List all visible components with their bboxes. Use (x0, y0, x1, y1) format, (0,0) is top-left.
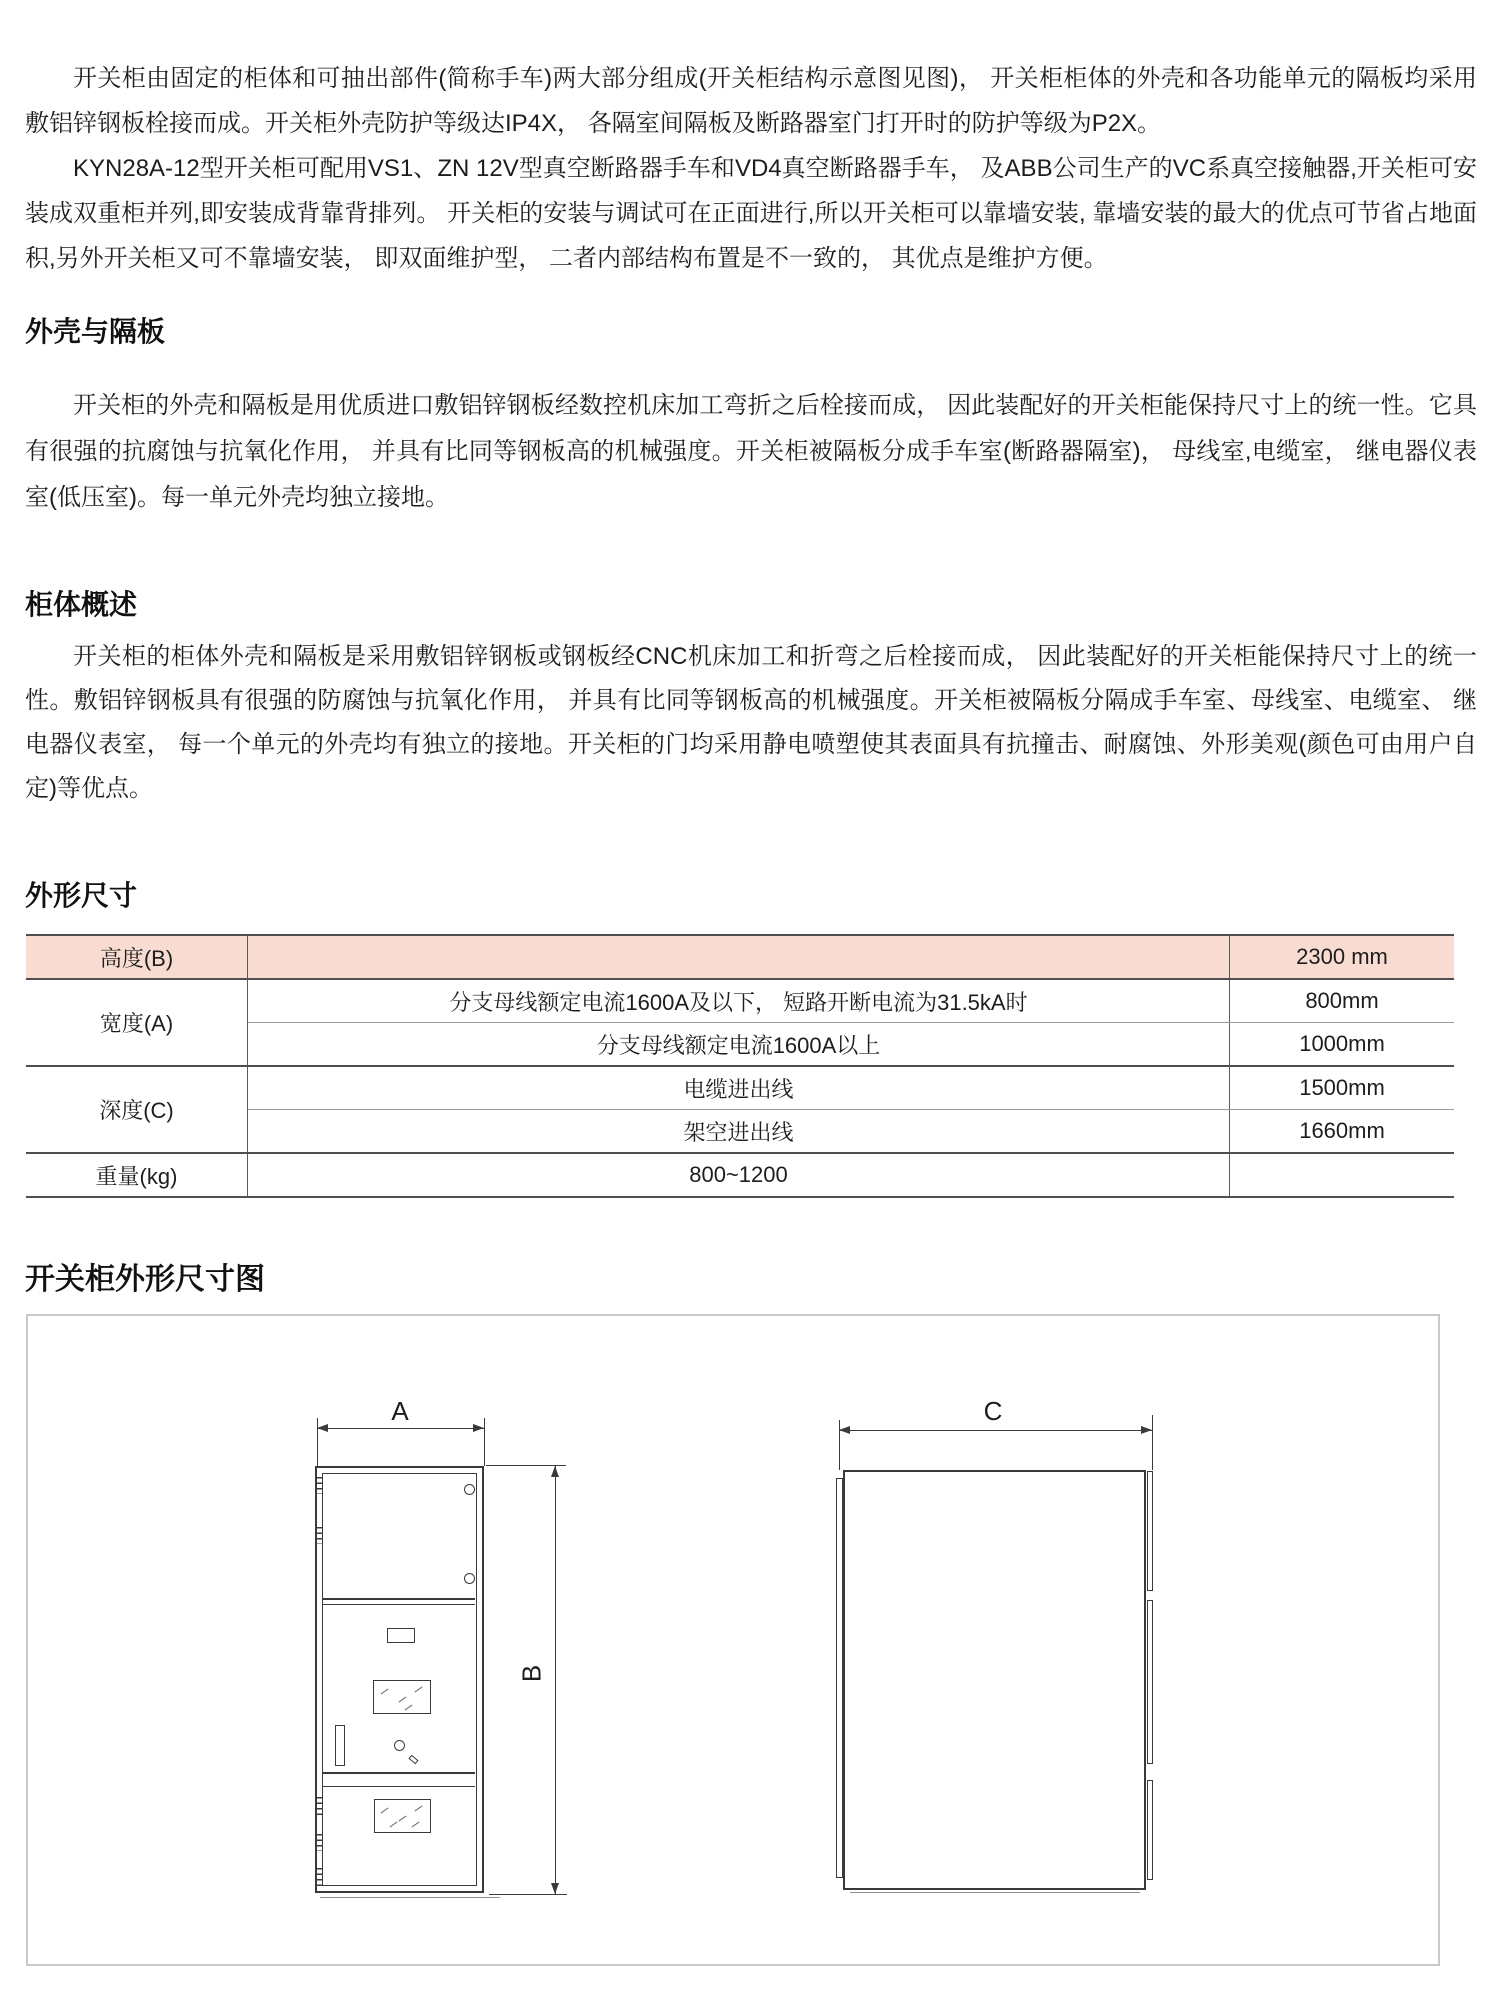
section-cabinet-body-wrap (25, 635, 1477, 811)
hinge-marks-icon (316, 1797, 322, 1816)
outline-drawing-panel (26, 1314, 1440, 1966)
dim-spec-width-1: 分支母线额定电流1600A及以下， 短路开断电流为31.5kA时 (248, 979, 1230, 1023)
dim-label-weight: 重量(kg) (26, 1153, 248, 1197)
arrowhead-right-icon (1141, 1426, 1152, 1434)
front-knob-icon (394, 1740, 405, 1751)
table-row (26, 979, 1454, 1023)
side-rear-panel-bottom (1147, 1780, 1153, 1880)
hinge-marks-icon (316, 1868, 322, 1886)
side-front-door-edge (836, 1478, 843, 1878)
dim-ext-b-bottom (489, 1894, 567, 1895)
hinge-marks-icon (316, 1834, 322, 1851)
intro-paragraph-2: KYN28A-12型开关柜可配用VS1、ZN 12V型真空断路器手车和VD4真空断路器手车， 及ABB公司生产的VC系真空接触器,开关柜可安装成双重柜并列,即安装成背靠背排列。 开关柜的安装与调试可在正面进行,所以开关柜可以靠墙安装, 靠墙安装的最大的优点可节省占地面积,另外开关柜又可不靠墙安装， 即双面维护型， 二者内部结构布置是不一致的， 其优点是维护方便。 (25, 155, 1477, 272)
dim-spec-weight: 800~1200 (248, 1153, 1230, 1197)
dim-ext-c-right (1152, 1415, 1153, 1470)
dim-line-c (839, 1430, 1152, 1431)
arrowhead-down-icon (551, 1883, 559, 1894)
glass-tick-icon (415, 1687, 423, 1693)
front-handle-slot (335, 1725, 345, 1766)
section-heading-dimensions: 外形尺寸 (25, 880, 138, 911)
section-cabinet-body: 开关柜的柜体外壳和隔板是采用敷铝锌钢板或钢板经CNC机床加工和折弯之后栓接而成， 因此装配好的开关柜能保持尺寸上的统一性。敷铝锌钢板具有很强的防腐蚀与抗氧化作用， 并具有比同等钢板高的机械强度。开关柜被隔板分隔成手车室、母线室、电缆室、 继电器仪表室， 每一个单元的外壳均有独立的接地。开关柜的门均采用静电喷塑使其表面具有抗撞击、耐腐蚀、外形美观(颜色可由用户自定)等优点。 (25, 643, 1477, 802)
side-rear-panel-middle (1147, 1600, 1153, 1764)
glass-tick-icon (399, 1816, 407, 1822)
side-view-body (843, 1470, 1146, 1890)
dim-ext-c-left (839, 1420, 840, 1470)
dim-value-height: 2300 mm (1230, 935, 1455, 979)
intro-block (25, 56, 1477, 281)
arrowhead-right-icon (473, 1424, 484, 1432)
dim-spec-height (248, 935, 1230, 979)
section-shell-body-wrap (25, 383, 1477, 521)
dimensions-table (26, 934, 1454, 1198)
arrowhead-left-icon (317, 1424, 328, 1432)
dim-label-width: 宽度(A) (26, 979, 248, 1066)
dim-letter-a: A (391, 1396, 409, 1426)
dim-ext-a-right (484, 1418, 485, 1466)
glass-tick-icon (405, 1705, 413, 1711)
dim-line-b (555, 1466, 556, 1894)
front-window-bottom (374, 1799, 431, 1833)
dim-spec-depth-2: 架空进出线 (248, 1110, 1230, 1154)
hinge-marks-icon (316, 1477, 322, 1494)
front-mid-door-divider (323, 1772, 475, 1774)
section-shell-body: 开关柜的外壳和隔板是用优质进口敷铝锌钢板经数控机床加工弯折之后栓接而成， 因此装配好的开关柜能保持尺寸上的统一性。它具有很强的抗腐蚀与抗氧化作用， 并具有比同等钢板高的机械强度。开关柜被隔板分成手车室(断路器隔室)， 母线室,电缆室， 继电器仪表室(低压室)。每一单元外壳均独立接地。 (25, 392, 1477, 511)
dim-line-a (317, 1428, 484, 1429)
dim-value-width-1: 800mm (1230, 979, 1455, 1023)
front-top-door-divider (323, 1598, 475, 1600)
glass-tick-icon (381, 1808, 389, 1814)
section-heading-drawing: 开关柜外形尺寸图 (25, 1263, 265, 1296)
front-nameplate (387, 1628, 415, 1643)
arrowhead-up-icon (551, 1466, 559, 1477)
side-base-shadow (850, 1892, 1140, 1893)
dim-value-depth-2: 1660mm (1230, 1110, 1455, 1154)
dim-spec-depth-1: 电缆进出线 (248, 1066, 1230, 1110)
glass-tick-icon (399, 1697, 407, 1703)
front-base-shadow (320, 1897, 500, 1898)
glass-tick-icon (412, 1822, 420, 1828)
dim-letter-c: C (983, 1396, 1003, 1426)
front-top-door-divider-2 (323, 1604, 475, 1605)
dim-letter-b: B (516, 1664, 547, 1683)
intro-paragraph-1: 开关柜由固定的柜体和可抽出部件(简称手车)两大部分组成(开关柜结构示意图见图)， 开关柜柜体的外壳和各功能单元的隔板均采用敷铝锌钢板栓接而成。开关柜外壳防护等级达IP4X， 各隔室间隔板及断路器室门打开时的防护等级为P2X。 (25, 65, 1477, 137)
front-window-middle (373, 1680, 431, 1714)
table-row (26, 1153, 1454, 1197)
glass-tick-icon (390, 1822, 398, 1828)
section-heading-shell: 外壳与隔板 (25, 316, 166, 347)
glass-tick-icon (415, 1806, 423, 1812)
front-screw-mid-icon (464, 1573, 475, 1584)
arrowhead-left-icon (839, 1426, 850, 1434)
dim-ext-a-left (317, 1418, 318, 1466)
front-mid-door-divider-2 (323, 1786, 475, 1787)
section-heading-cabinet: 柜体概述 (25, 589, 138, 620)
hinge-marks-icon (316, 1527, 322, 1544)
dim-label-depth: 深度(C) (26, 1066, 248, 1153)
side-rear-panel-top (1147, 1471, 1153, 1591)
dim-value-depth-1: 1500mm (1230, 1066, 1455, 1110)
dim-label-height: 高度(B) (26, 935, 248, 979)
dim-value-width-2: 1000mm (1230, 1023, 1455, 1067)
dim-value-weight (1230, 1153, 1455, 1197)
front-screw-top-icon (464, 1484, 475, 1495)
glass-tick-icon (381, 1689, 389, 1695)
table-row (26, 1066, 1454, 1110)
dim-spec-width-2: 分支母线额定电流1600A以上 (248, 1023, 1230, 1067)
table-row (26, 935, 1454, 979)
